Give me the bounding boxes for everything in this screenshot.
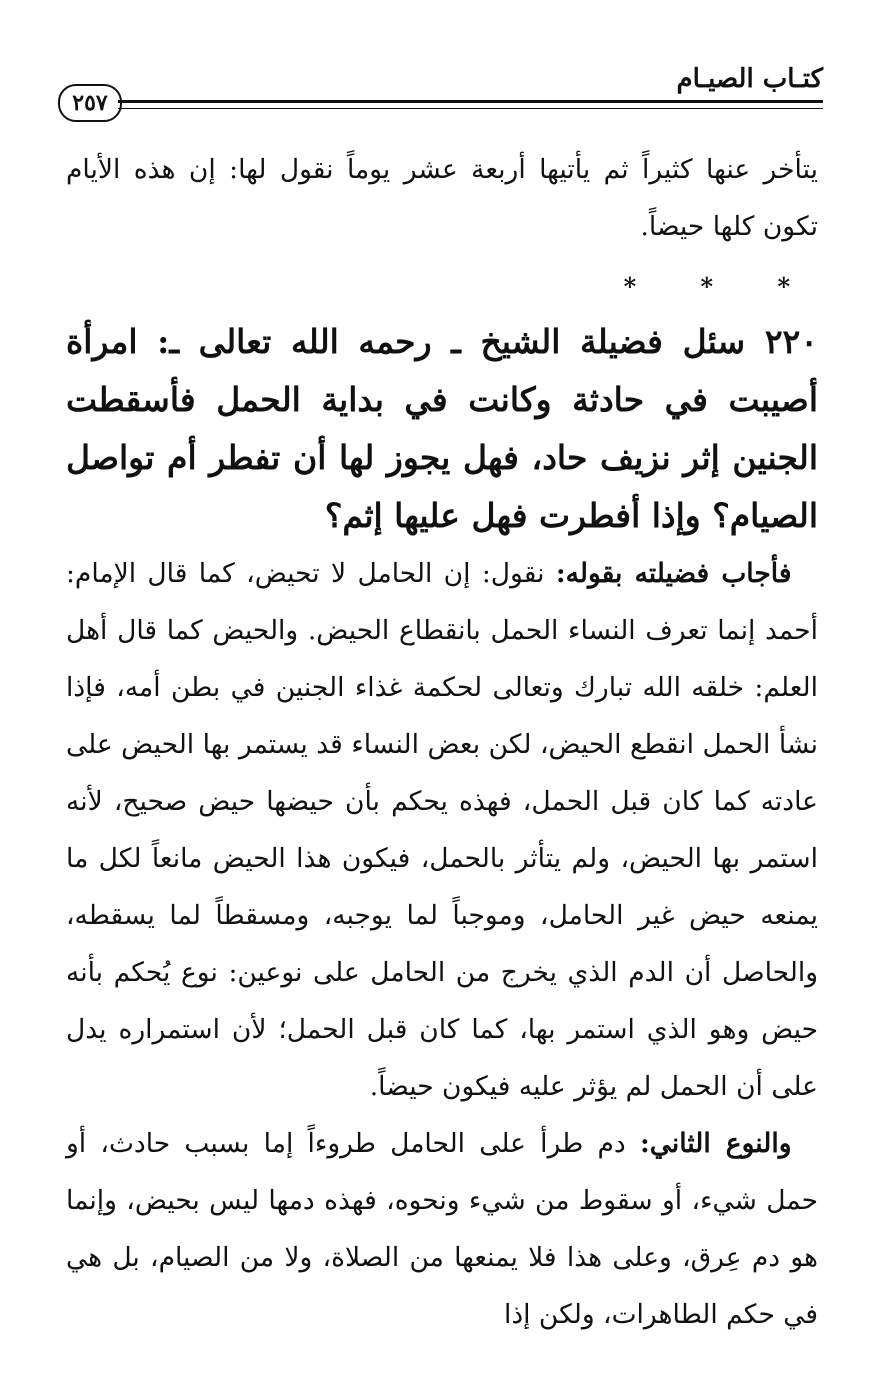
second-type-text: دم طرأ على الحامل طروءاً إما بسبب حادث، أو حمل شيء، أو سقوط من شيء ونحوه، فهذه دمها ليس بحيض، وإنما هو دم عِرق، وعلى هذا فلا يمنعها من الصلاة، ولا من الصيام، بل هي في حكم الطاهرات، ولكن إذا: [66, 1128, 818, 1330]
page-number: ٢٥٧: [58, 84, 122, 122]
answer-paragraph: [66, 545, 818, 1115]
question-heading: ٢٢٠ سئل فضيلة الشيخ ـ رحمه الله تعالى ـ: امرأة أصيبت في حادثة وكانت في بداية الحمل فأسقطت الجنين إثر نزيف حاد، فهل يجوز لها أن تفطر أم تواصل الصيام؟ وإذا أفطرت فهل عليها إثم؟: [66, 322, 818, 535]
second-type-lead: والنوع الثاني:: [639, 1128, 792, 1159]
chapter-title: كتـاب الصيـام: [676, 64, 823, 94]
answer-lead: فأجاب فضيلته بقوله:: [555, 558, 792, 589]
section-separator: * * *: [623, 272, 818, 301]
page-body: [66, 141, 818, 1343]
second-type-paragraph: [66, 1115, 818, 1343]
answer-text: نقول: إن الحامل لا تحيض، كما قال الإمام: أحمد إنما تعرف النساء الحمل بانقطاع الحيض. والحيض كما قال أهل العلم: خلقه الله تبارك وتعالى لحكمة غذاء الجنين في بطن أمه، فإذا نشأ الحمل انقطع الحيض، لكن بعض النساء قد يستمر بها الحيض على عادته كما كان قبل الحمل، فهذه يحكم بأن حيضها حيض صحيح، لأنه استمر بها الحيض، ولم يتأثر بالحمل، فيكون هذا الحيض مانعاً لكل ما يمنعه حيض غير الحامل، وموجباً لما يوجبه، ومسقطاً لما يسقطه، والحاصل أن الدم الذي يخرج من الحامل على نوعين: نوع يُحكم بأنه حيض وهو الذي استمر بها، كما كان قبل الحمل؛ لأن استمراره يدل على أن الحمل لم يؤثر عليه فيكون حيضاً.: [66, 558, 818, 1102]
intro-paragraph: يتأخر عنها كثيراً ثم يأتيها أربعة عشر يوماً نقول لها: إن هذه الأيام تكون كلها حيضاً.: [66, 154, 818, 242]
page-header: [58, 64, 823, 124]
header-rule-thin: [118, 108, 823, 109]
header-rule-thick: [118, 100, 823, 103]
